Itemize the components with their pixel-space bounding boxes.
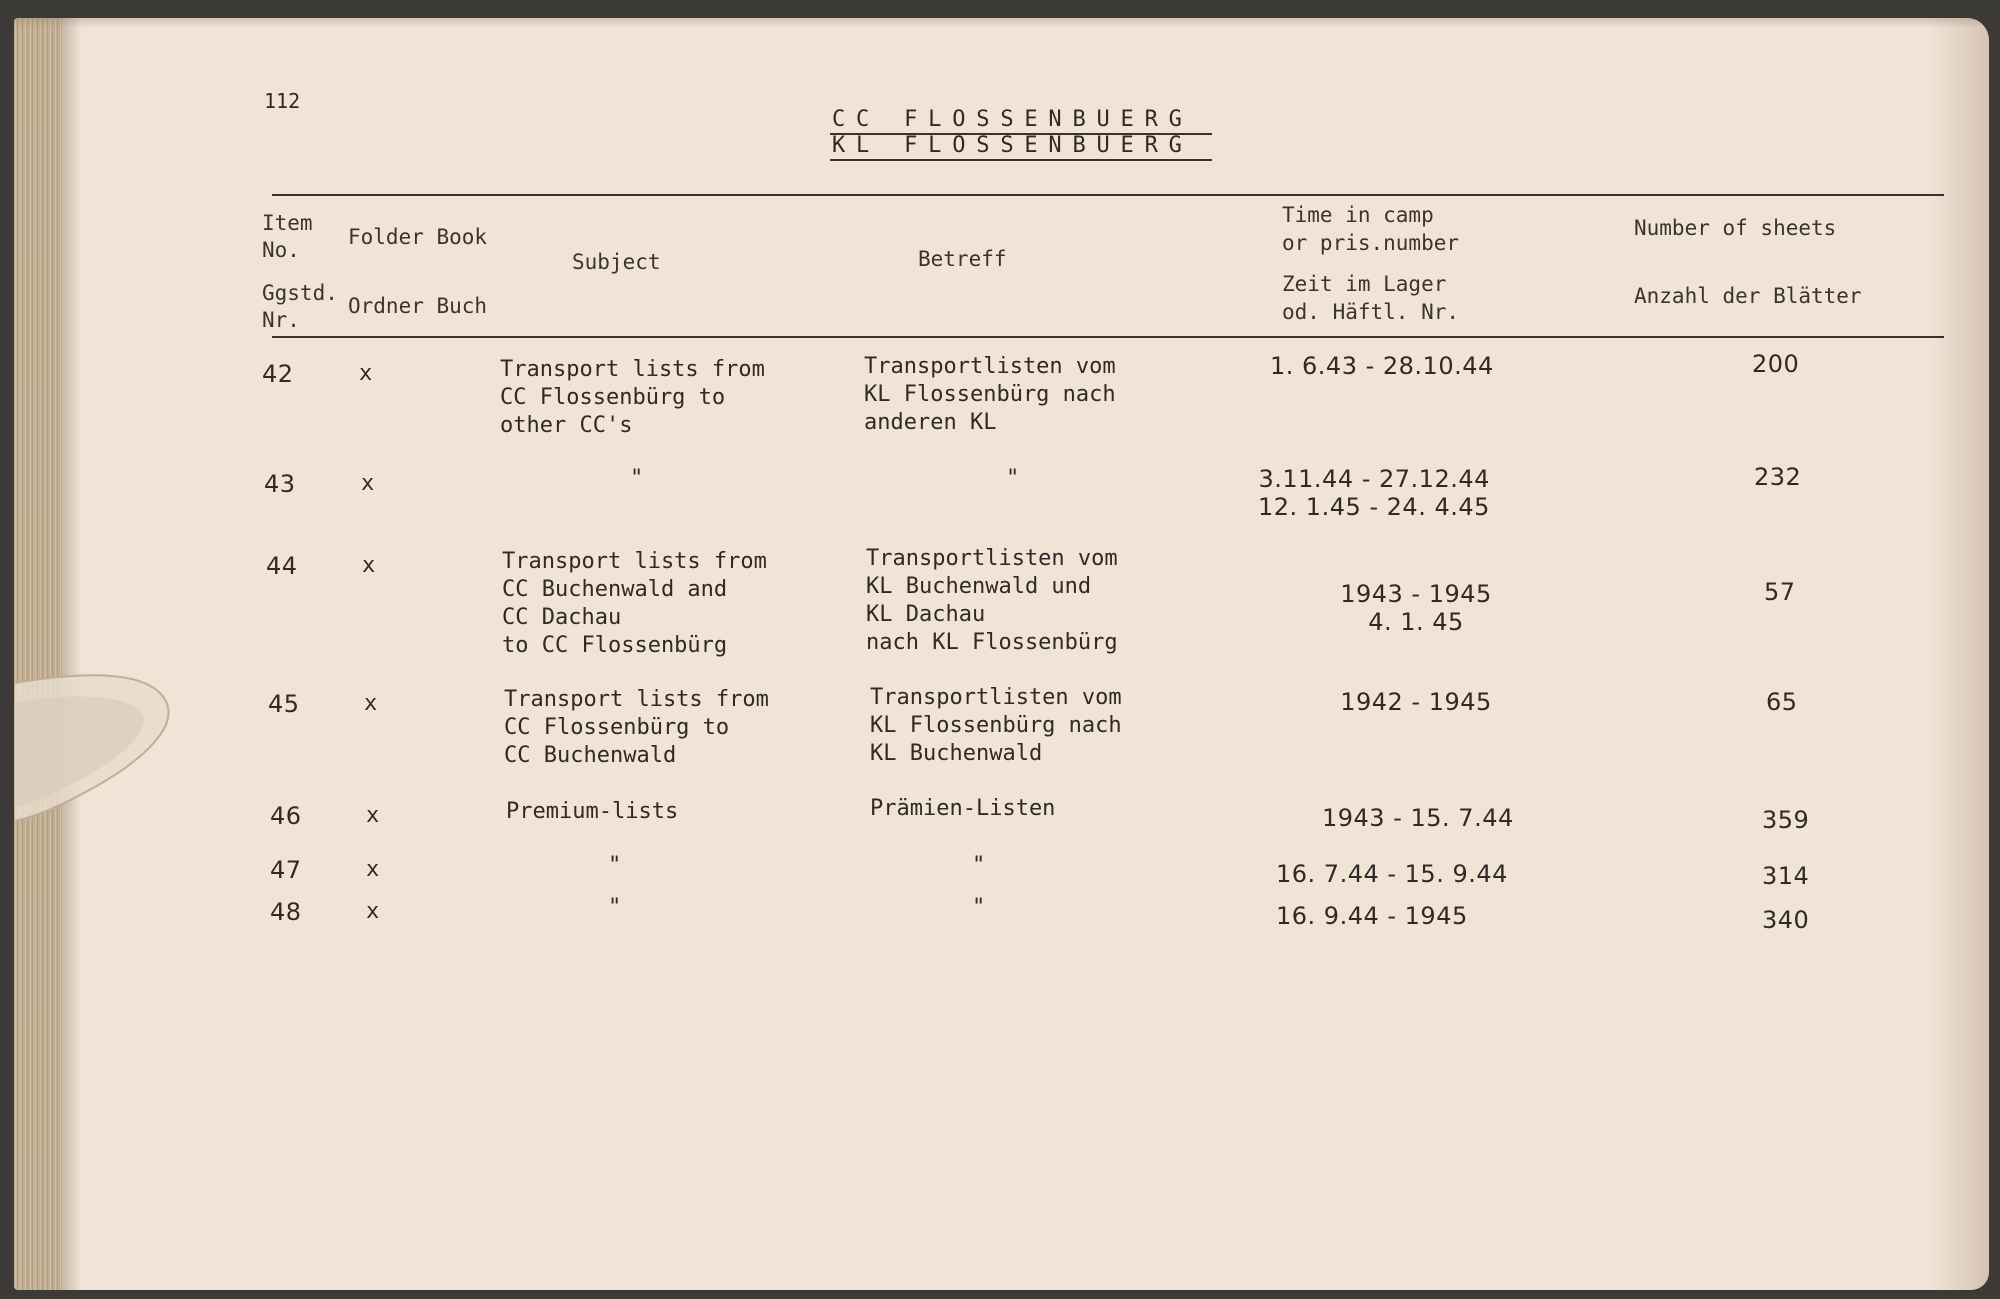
betreff-cell: Transportlisten vom KL Flossenbürg nach KL Buchenwald <box>870 685 1122 766</box>
subject-cell: Transport lists from CC Flossenbürg to CC Buchenwald <box>504 687 769 768</box>
header-subject: Subject <box>572 250 661 274</box>
folder-mark: x <box>366 857 380 882</box>
folder-mark: x <box>364 691 378 716</box>
header-ordner-buch: Ordner Buch <box>348 294 488 318</box>
subject-cell: Premium-lists <box>506 799 679 824</box>
subject-cell: Transport lists from CC Buchenwald and CC Dachau to CC Flossenbürg <box>502 549 767 658</box>
folder-mark: x <box>366 899 380 924</box>
sheets-cell: 359 <box>1762 806 1810 834</box>
sheets-cell: 65 <box>1766 688 1798 716</box>
betreff-cell: Transportlisten vom KL Buchenwald und KL Dachau nach KL Flossenbürg <box>866 546 1118 655</box>
time-cell: 16. 9.44 - 1945 <box>1276 902 1468 930</box>
header-bottom-rule <box>272 336 1944 338</box>
header-folder-book: Folder Book <box>348 225 488 249</box>
header-sheets-de: Anzahl der Blätter <box>1634 284 1862 308</box>
sheets-cell: 200 <box>1752 350 1800 378</box>
time-cell: 1. 6.43 - 28.10.44 <box>1270 352 1494 380</box>
sheets-cell: 57 <box>1764 578 1796 606</box>
betreff-cell: " <box>1006 466 1020 491</box>
folder-mark: x <box>361 471 375 496</box>
header-top-rule <box>272 194 1944 196</box>
item-number: 43 <box>264 470 296 498</box>
folder-mark: x <box>359 361 373 386</box>
header-ggstd-nr: Ggstd. Nr. <box>262 281 338 332</box>
subject-cell: Transport lists from CC Flossenbürg to other CC's <box>500 357 765 438</box>
betreff-cell: Prämien-Listen <box>870 796 1056 821</box>
header-time-de: Zeit im Lager od. Häftl. Nr. <box>1282 272 1460 324</box>
header-time-en: Time in camp or pris.number <box>1282 203 1460 255</box>
time-cell: 1943 - 15. 7.44 <box>1322 804 1514 832</box>
item-number: 48 <box>270 898 302 926</box>
time-cell: 1943 - 1945 4. 1. 45 <box>1340 580 1492 636</box>
page-marker-clip <box>14 673 184 823</box>
header-item-no: Item No. <box>262 211 313 262</box>
page-number: 112 <box>264 89 301 113</box>
item-number: 47 <box>270 856 302 884</box>
sheets-cell: 340 <box>1762 906 1810 934</box>
subject-cell: " <box>630 466 644 491</box>
time-cell: 3.11.44 - 27.12.44 12. 1.45 - 24. 4.45 <box>1258 465 1490 521</box>
title-cc: CC FLOSSENBUERG <box>832 107 1193 132</box>
item-number: 45 <box>268 690 300 718</box>
betreff-cell: " <box>972 853 986 878</box>
sheets-cell: 314 <box>1762 862 1810 890</box>
item-number: 44 <box>266 552 298 580</box>
title-underline-2 <box>830 159 1212 161</box>
item-number: 42 <box>262 360 294 388</box>
betreff-cell: Transportlisten vom KL Flossenbürg nach anderen KL <box>864 354 1116 435</box>
folder-mark: x <box>362 553 376 578</box>
document-page <box>14 18 1989 1290</box>
subject-cell: " <box>608 895 622 920</box>
title-kl: KL FLOSSENBUERG <box>832 133 1193 158</box>
subject-cell: " <box>608 853 622 878</box>
item-number: 46 <box>270 802 302 830</box>
header-sheets-en: Number of sheets <box>1634 216 1837 240</box>
time-cell: 1942 - 1945 <box>1340 688 1492 716</box>
folder-mark: x <box>366 803 380 828</box>
sheets-cell: 232 <box>1754 463 1802 491</box>
header-betreff: Betreff <box>918 247 1007 271</box>
book-spine <box>14 18 62 1290</box>
betreff-cell: " <box>972 895 986 920</box>
time-cell: 16. 7.44 - 15. 9.44 <box>1276 860 1508 888</box>
